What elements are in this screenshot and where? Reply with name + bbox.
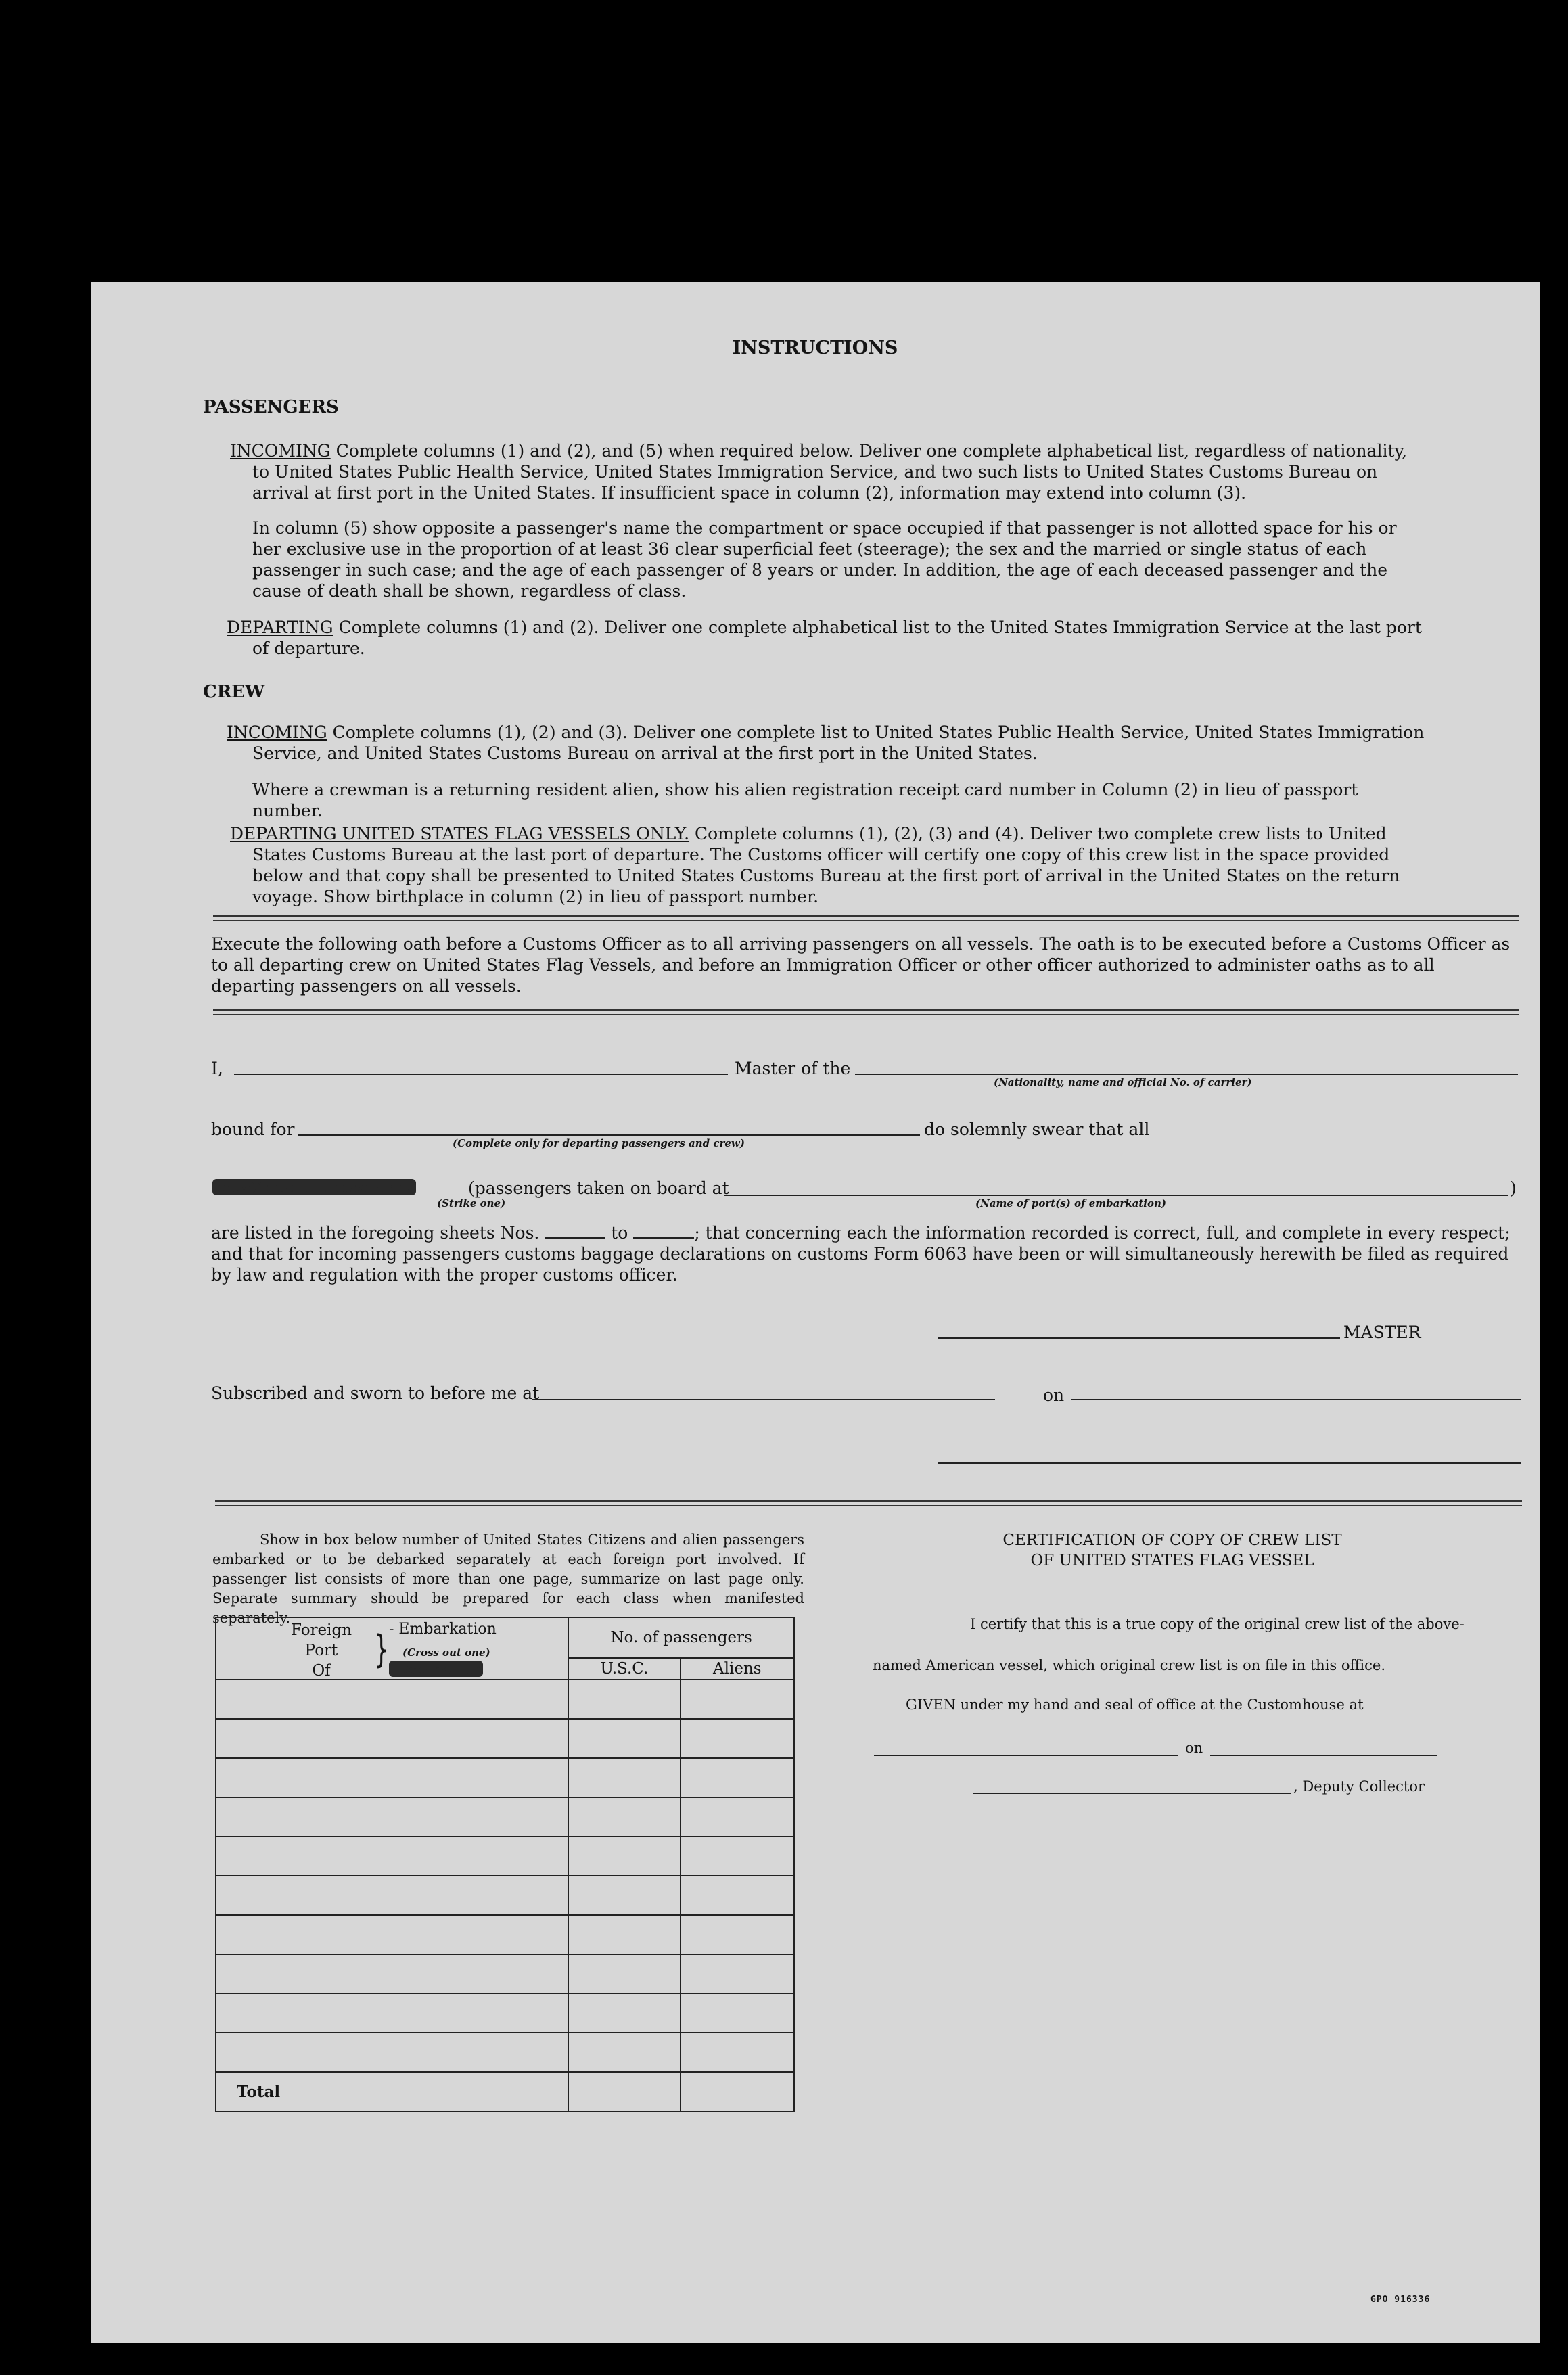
oath-i-label: I, [211, 1059, 223, 1078]
table-row [216, 1837, 794, 1876]
bound-for-caption: (Complete only for departing passengers and crew) [453, 1137, 745, 1149]
foreign-label: Foreign [291, 1621, 352, 1639]
gpo-code: GPO 916336 [1370, 2295, 1431, 2305]
carrier-caption: (Nationality, name and official No. of carrier) [994, 1076, 1252, 1088]
carrier-line[interactable] [855, 1074, 1518, 1075]
table-row [216, 1993, 794, 2033]
customhouse-line[interactable] [874, 1755, 1178, 1756]
master-of-label: Master of the [735, 1059, 851, 1078]
table-row [216, 1954, 794, 1993]
struck-option: (crew)(departing passengers) [212, 1179, 416, 1195]
total-label: Total [216, 2072, 568, 2111]
of-label: Of [312, 1662, 331, 1680]
port-cell[interactable] [216, 1993, 568, 2033]
usc-cell[interactable] [568, 1954, 680, 1993]
aliens-header: Aliens [681, 1658, 794, 1680]
aliens-cell[interactable] [681, 2033, 794, 2072]
crew-incoming-paragraph [227, 722, 1433, 764]
certification-line2: named American vessel, which original crew list is on file in this office. [873, 1657, 1385, 1674]
port-cell[interactable] [216, 1680, 568, 1719]
usc-cell[interactable] [568, 1797, 680, 1837]
certification-line1: I certify that this is a true copy of the original crew list of the above- [970, 1616, 1465, 1632]
port-cell[interactable] [216, 1837, 568, 1876]
listed-text-b: ; that concerning each the information recorded is correct, full, and complete in every respect; and that for incoming passengers customs baggage declarations on customs Form 6063 have been or will simultaneously herewith be filed as required by law and regulation with the proper customs officer. [211, 1223, 1511, 1285]
passengers-incoming-label: INCOMING [230, 441, 331, 461]
table-row [216, 1915, 794, 1954]
listed-text-a: are listed in the foregoing sheets Nos. [211, 1223, 540, 1243]
bound-for-label: bound for [211, 1120, 295, 1139]
aliens-cell[interactable] [681, 1758, 794, 1797]
crew-heading: CREW [203, 682, 265, 702]
passengers-incoming-paragraph [230, 440, 1429, 503]
crew-departing-text: Complete columns (1), (2), (3) and (4). Deliver two complete crew lists to United States Customs Bureau at the last port of departure. The Customs officer will certify one copy of this crew list in the space provided below and that copy shall be presented to United States Customs Bureau at the first port of arrival in the United States on the return voyage. Show birthplace in column (2) in lieu of passport number. [252, 824, 1400, 906]
table-row [216, 1797, 794, 1837]
certification-title [899, 1530, 1446, 1571]
usc-header: U.S.C. [568, 1658, 680, 1680]
passenger-summary-table [215, 1617, 795, 2112]
passengers-incoming-text: Complete columns (1) and (2), and (5) when required below. Deliver one complete alphabetical list, regardless of nationality, to United States Public Health Service, United States Immigration Service, and two such lists to United States Customs Bureau on arrival at first port in the United States. If insufficient space in column (2), information may extend into column (3). [252, 441, 1408, 503]
listed-paragraph [211, 1222, 1517, 1285]
master-label: MASTER [1343, 1322, 1421, 1342]
aliens-cell[interactable] [681, 1680, 794, 1719]
aliens-cell[interactable] [681, 1797, 794, 1837]
cross-out-caption: (Cross out one) [402, 1646, 490, 1659]
aliens-cell[interactable] [681, 1876, 794, 1915]
port-cell[interactable] [216, 1719, 568, 1758]
usc-cell[interactable] [568, 1993, 680, 2033]
usc-cell[interactable] [568, 2033, 680, 2072]
passengers-compartment-paragraph: In column (5) show opposite a passenger's name the compartment or space occupied if that passenger is not allotted space for his or her exclusive use in the proportion of at least 36 clear superficial feet (steerage); the sex and the married or single status of each passenger in such case; and the age of each passenger of 8 years or under. In addition, the age of each deceased passenger and the cause of death shall be shown, regardless of class. [252, 518, 1397, 601]
table-row [216, 2033, 794, 2072]
master-name-line[interactable] [234, 1074, 728, 1075]
crew-resident-paragraph: Where a crewman is a returning resident alien, show his alien registration receipt card number in Column (2) in lieu of passport number. [252, 780, 1358, 821]
summary-note: Show in box below number of United States Citizens and alien passengers embarked or to be debarked separately at each foreign port involved. If passenger list consists of more than one page, summarize on last page only. Separate summary should be prepared for each class when manifested separately. [212, 1531, 804, 1626]
aliens-total-cell[interactable] [681, 2072, 794, 2111]
certification-on-label: on [1185, 1740, 1203, 1756]
passengers-departing-paragraph [227, 617, 1433, 659]
page-title: INSTRUCTIONS [732, 338, 898, 359]
aliens-cell[interactable] [681, 1915, 794, 1954]
port-cell[interactable] [216, 1797, 568, 1837]
port-caption: (Name of port(s) of embarkation) [975, 1197, 1166, 1209]
aliens-cell[interactable] [681, 1837, 794, 1876]
certification-title-line1: CERTIFICATION OF COPY OF CREW LIST [1002, 1531, 1342, 1549]
port-cell[interactable] [216, 1758, 568, 1797]
certification-line3: GIVEN under my hand and seal of office at the Customhouse at [906, 1697, 1364, 1713]
sheet-to-field[interactable] [633, 1225, 694, 1239]
table-row [216, 1876, 794, 1915]
close-paren: ) [1510, 1178, 1517, 1198]
divider [213, 915, 1519, 921]
brace-icon: } [374, 1628, 389, 1671]
passengers-heading: PASSENGERS [203, 397, 339, 417]
port-cell[interactable] [216, 1915, 568, 1954]
sheet-from-field[interactable] [545, 1225, 605, 1239]
crew-departing-paragraph [230, 823, 1429, 907]
debarkation-label[interactable]: - Debarkation [389, 1661, 483, 1677]
deputy-signature-line[interactable] [973, 1793, 1291, 1794]
port-cell[interactable] [216, 2033, 568, 2072]
embarkation-port-line[interactable] [724, 1195, 1508, 1196]
usc-cell[interactable] [568, 1876, 680, 1915]
usc-cell[interactable] [568, 1837, 680, 1876]
aliens-cell[interactable] [681, 1719, 794, 1758]
sworn-place-line[interactable] [532, 1399, 995, 1400]
port-header-cell [216, 1617, 568, 1680]
port-cell[interactable] [216, 1954, 568, 1993]
usc-total-cell[interactable] [568, 2072, 680, 2111]
table-row [216, 1758, 794, 1797]
bound-for-line[interactable] [298, 1134, 920, 1136]
certification-date-line[interactable] [1210, 1755, 1437, 1756]
usc-cell[interactable] [568, 1680, 680, 1719]
usc-cell[interactable] [568, 1719, 680, 1758]
port-cell[interactable] [216, 1876, 568, 1915]
oath-intro: Execute the following oath before a Customs Officer as to all arriving passengers on all vessels. The oath is to be executed before a Customs Officer as to all departing crew on United States Flag Vessels, and before an Immigration Officer or other officer authorized to administer oaths as to all departing passengers on all vessels. [211, 934, 1511, 996]
usc-cell[interactable] [568, 1915, 680, 1954]
master-signature-line[interactable] [938, 1337, 1340, 1339]
subscribed-label: Subscribed and sworn to before me at [211, 1383, 540, 1403]
usc-cell[interactable] [568, 1758, 680, 1797]
deputy-collector-label: , Deputy Collector [1293, 1778, 1425, 1795]
listed-to-text: to [611, 1223, 628, 1243]
aliens-cell[interactable] [681, 1954, 794, 1993]
crew-incoming-text: Complete columns (1), (2) and (3). Deliver one complete list to United States Public Health Service, United States Immigration Service, and United States Customs Bureau on arrival at the first port in the United States. [252, 722, 1425, 763]
swear-text: do solemnly swear that all [924, 1120, 1150, 1139]
table-row [216, 1680, 794, 1719]
aliens-cell[interactable] [681, 1993, 794, 2033]
passengers-departing-text: Complete columns (1) and (2). Deliver one complete alphabetical list to the United States Immigration Service at the last port of departure. [252, 618, 1422, 658]
no-passengers-header: No. of passengers [568, 1617, 794, 1658]
sworn-on-label: on [1043, 1385, 1065, 1405]
crew-departing-label: DEPARTING UNITED STATES FLAG VESSELS ONLY. [230, 824, 690, 844]
passengers-taken-label: (passengers taken on board at [468, 1178, 729, 1198]
port-label: Port [304, 1642, 338, 1659]
embarkation-label[interactable]: - Embarkation [389, 1621, 497, 1638]
form-sheet [91, 282, 1540, 2343]
passengers-departing-label: DEPARTING [227, 618, 333, 637]
certification-title-line2: OF UNITED STATES FLAG VESSEL [1030, 1552, 1314, 1569]
total-row [216, 2072, 794, 2111]
sworn-date-line[interactable] [1071, 1399, 1521, 1400]
divider [215, 1500, 1522, 1506]
table-row [216, 1719, 794, 1758]
strike-caption: (Strike one) [437, 1197, 506, 1209]
divider [213, 1009, 1519, 1015]
officer-signature-line[interactable] [938, 1462, 1521, 1464]
crew-incoming-label: INCOMING [227, 722, 327, 742]
